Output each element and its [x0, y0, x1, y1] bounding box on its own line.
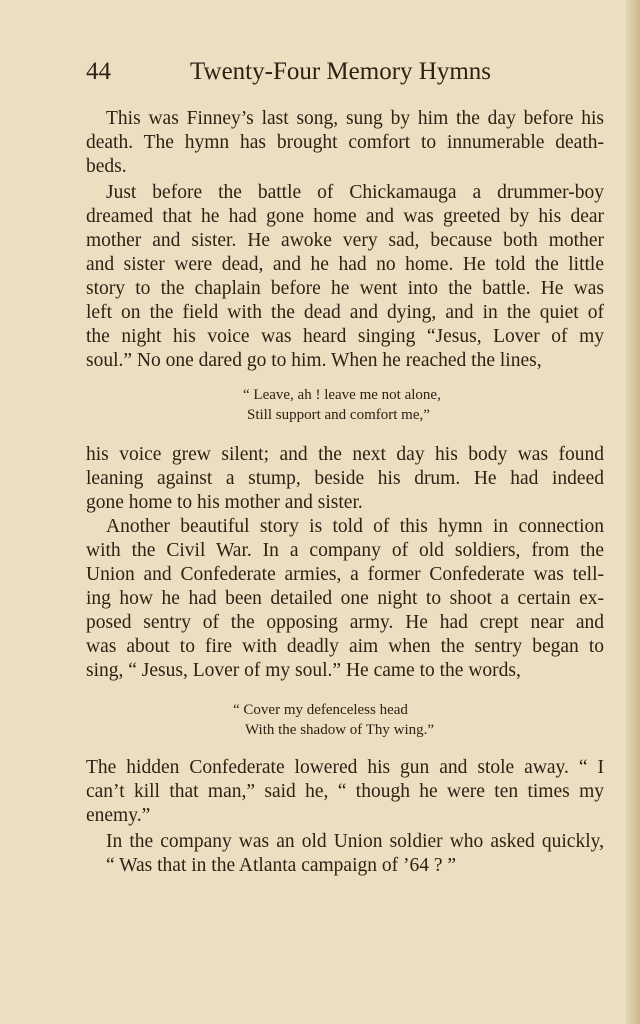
- quote-line: With the shadow of Thy wing.”: [245, 722, 435, 738]
- text-line: posed sentry of the opposing army. He had crept near and: [86, 612, 604, 633]
- text-line: dreamed that he had gone home and was greeted by his dear: [86, 206, 604, 227]
- text-line: can’t kill that man,” said he, “ though he were ten times my: [86, 781, 604, 802]
- text-line: death. The hymn has brought comfort to innumerable death-: [86, 132, 604, 153]
- text-line: Just before the battle of Chickamauga a drummer-boy: [106, 182, 604, 203]
- text-line: sing, “ Jesus, Lover of my soul.” He came to the words,: [86, 660, 521, 681]
- text-line: Another beautiful story is told of this hymn in connection: [106, 516, 604, 537]
- text-line: mother and sister. He awoke very sad, because both mother: [86, 230, 604, 251]
- text-line: leaning against a stump, beside his drum. He had indeed: [86, 468, 604, 489]
- text-line: This was Finney’s last song, sung by him the day before his: [106, 108, 604, 129]
- text-line: enemy.”: [86, 805, 151, 826]
- quote-line: “ Leave, ah ! leave me not alone,: [243, 387, 441, 403]
- text-line: and sister were dead, and he had no home. He told the little: [86, 254, 604, 275]
- text-line: was about to fire with deadly aim when the sentry began to: [86, 636, 604, 657]
- text-line: the night his voice was heard singing “Jesus, Lover of my: [86, 326, 604, 347]
- text-line: left on the field with the dead and dying, and in the quiet of: [86, 302, 604, 323]
- text-line: beds.: [86, 156, 127, 177]
- page-edge: [626, 0, 640, 1024]
- text-line: his voice grew silent; and the next day his body was found: [86, 444, 604, 465]
- running-title: Twenty-Four Memory Hymns: [190, 58, 492, 85]
- text-line: ing how he had been detailed one night to shoot a certain ex-: [86, 588, 604, 609]
- text-line: “ Was that in the Atlanta campaign of ’64 ? ”: [106, 855, 457, 876]
- text-line: The hidden Confederate lowered his gun and stole away. “ I: [86, 757, 604, 778]
- text-line: Union and Confederate armies, a former Confederate was tell-: [86, 564, 604, 585]
- text-line: with the Civil War. In a company of old soldiers, from the: [86, 540, 604, 561]
- page-number: 44: [86, 58, 111, 85]
- text-line: story to the chaplain before he went into the battle. He was: [86, 278, 604, 299]
- quote-line: Still support and comfort me,”: [247, 407, 430, 423]
- text-line: In the company was an old Union soldier who asked quickly,: [106, 831, 604, 852]
- quote-line: “ Cover my defenceless head: [233, 702, 408, 718]
- text-line: gone home to his mother and sister.: [86, 492, 363, 513]
- text-line: soul.” No one dared go to him. When he reached the lines,: [86, 350, 542, 371]
